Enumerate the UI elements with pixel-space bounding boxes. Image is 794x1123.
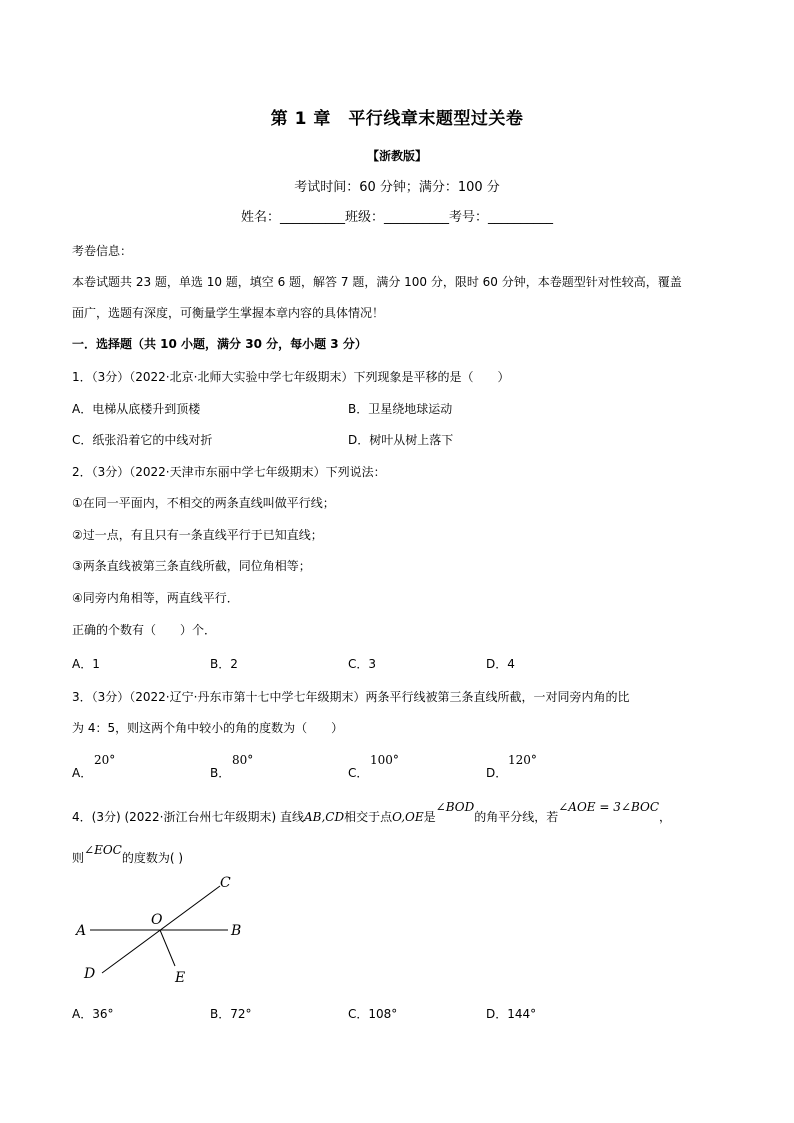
q2-option-a: A．1 — [72, 657, 100, 671]
q4-stem-end: ， — [659, 810, 672, 824]
q2-statement-2: ②过一点，有且只有一条直线平行于已知直线； — [72, 528, 323, 542]
q4-option-a: A．36° — [72, 1007, 114, 1021]
label-e: E — [175, 970, 186, 986]
q3-option-a-value: 20° — [94, 753, 116, 767]
q3-option-d-label: D． — [486, 766, 508, 780]
q4-option-b: B．72° — [210, 1007, 252, 1021]
label-c: C — [220, 875, 231, 891]
q4-angle-eoc: ∠EOC — [84, 843, 122, 857]
q3-stem-line-2: 为 4：5，则这两个角中较小的角的度数为（ ） — [72, 721, 344, 735]
q1-option-b: B．卫星绕地球运动 — [348, 402, 453, 416]
info-line-1: 本卷试题共 23 题，单选 10 题，填空 6 题，解答 7 题，满分 100 分，限时 60 分钟，本卷题型针对性较高，覆盖 — [72, 275, 682, 289]
q2-statement-1: ①在同一平面内，不相交的两条直线叫做平行线； — [72, 496, 335, 510]
q4-option-d: D．144° — [486, 1007, 537, 1021]
q4-angle-equation: ∠AOE = 3∠BOC — [558, 800, 660, 814]
q3-option-b-label: B． — [210, 766, 231, 780]
info-line-2: 面广，选题有深度，可衡量学生掌握本章内容的具体情况！ — [72, 306, 385, 320]
q4-stem-line-1 — [72, 800, 672, 825]
q3-option-d-value: 120° — [508, 753, 537, 767]
q2-option-b: B．2 — [210, 657, 238, 671]
q1-option-a: A．电梯从底楼升到顶楼 — [72, 402, 201, 416]
q1-option-c: C．纸张沿着它的中线对折 — [72, 433, 213, 447]
label-d: D — [84, 966, 96, 982]
q4-lines-ab-cd: AB,CD — [303, 810, 345, 824]
label-a: A — [76, 923, 87, 939]
q3-option-a-label: A． — [72, 766, 93, 780]
q4-point-o-oe: O,OE — [392, 810, 424, 824]
label-o: O — [151, 912, 163, 928]
q2-option-d: D．4 — [486, 657, 515, 671]
page-title: 第 1 章 平行线章末题型过关卷 — [270, 109, 524, 129]
q3-stem-line-1: 3．（3分）（2022·辽宁·丹东市第十七中学七年级期末）两条平行线被第三条直线所截，一对同旁内角的比 — [72, 690, 630, 704]
q4-line2-start: 则 — [72, 851, 85, 865]
q3-option-c-value: 100° — [370, 753, 399, 767]
ray-oe — [160, 930, 175, 966]
q1-stem: 1．（3分）（2022·北京·北师大实验中学七年级期末）下列现象是平移的是（ ） — [72, 370, 510, 384]
info-heading: 考卷信息： — [72, 244, 133, 258]
q2-statement-4: ④同旁内角相等，两直线平行． — [72, 591, 239, 605]
q4-stem-part-3: 是 — [423, 810, 436, 824]
q4-stem-part-1: 4．(3分) (2022·浙江台州七年级期末) 直线 — [72, 810, 304, 824]
q2-stem: 2．（3分）（2022·天津市东丽中学七年级期末）下列说法： — [72, 465, 386, 479]
q4-stem-line-2 — [72, 843, 184, 866]
q4-stem-part-4: 的角平分线，若 — [474, 810, 559, 824]
section-heading: 一．选择题（共 10 小题，满分 30 分，每小题 3 分） — [72, 337, 367, 351]
q3-option-b-value: 80° — [232, 753, 254, 767]
q3-option-c-label: C． — [348, 766, 369, 780]
q4-line2-end: 的度数为( ) — [121, 851, 184, 865]
q2-option-c: C．3 — [348, 657, 377, 671]
q1-option-d: D．树叶从树上落下 — [348, 433, 454, 447]
q2-statement-3: ③两条直线被第三条直线所截，同位角相等； — [72, 559, 311, 573]
q4-stem-part-2: 相交于点 — [344, 810, 393, 824]
q4-option-c: C．108° — [348, 1007, 398, 1021]
edition-label: 【浙教版】 — [366, 149, 427, 163]
student-info-line: 姓名：__________班级：__________考号：__________ — [240, 210, 553, 225]
q4-figure — [70, 868, 260, 993]
q2-ask: 正确的个数有（ ）个． — [72, 623, 217, 637]
q4-angle-bod: ∠BOD — [435, 800, 475, 814]
exam-time: 考试时间：60 分钟；满分：100 分 — [294, 180, 500, 195]
label-b: B — [231, 923, 242, 939]
